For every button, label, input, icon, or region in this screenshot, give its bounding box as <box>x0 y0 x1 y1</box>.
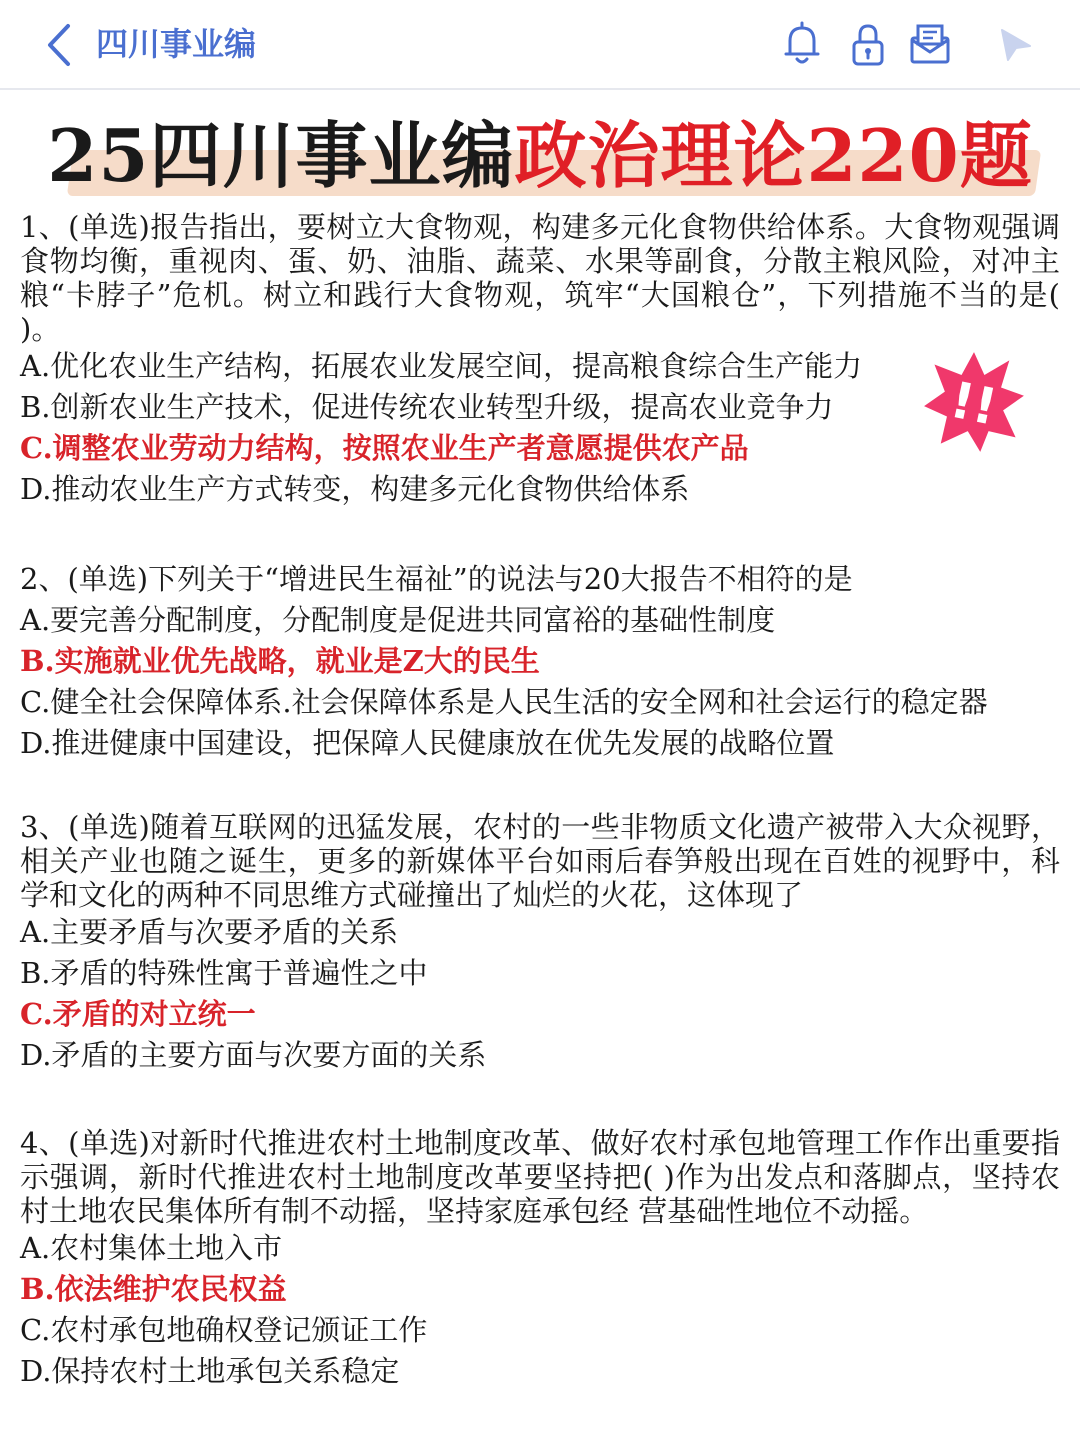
question-stem: 3、(单选)随着互联网的迅猛发展，农村的一些非物质文化遗产被带入大众视野，相关产业也随之诞生，更多的新媒体平台如雨后春笋般出现在百姓的视野中，科学和文化的两种不同思维方式碰撞出了灿烂的火花，这体现了 <box>20 810 1060 912</box>
option-a: A.农村集体土地入市 <box>20 1231 283 1265</box>
back-arrow-icon[interactable] <box>40 22 80 68</box>
bell-icon[interactable] <box>780 20 824 68</box>
option-d: D.矛盾的主要方面与次要方面的关系 <box>20 1038 487 1072</box>
option-a: A.要完善分配制度，分配制度是促进共同富裕的基础性制度 <box>20 603 776 637</box>
option-d: D.保持农村土地承包关系稳定 <box>20 1354 400 1388</box>
document-title <box>0 108 1080 204</box>
question-3 <box>20 810 1060 1076</box>
option-c: C.农村承包地确权登记颁证工作 <box>20 1313 428 1347</box>
option-a: A.主要矛盾与次要矛盾的关系 <box>20 915 399 949</box>
option-d: D.推动农业生产方式转变，构建多元化食物供给体系 <box>20 472 690 506</box>
option-d: D.推进健康中国建设，把保障人民健康放在优先发展的战略位置 <box>20 726 835 760</box>
option-a: A.优化农业生产结构，拓展农业发展空间，提高粮食综合生产能力 <box>20 349 863 383</box>
question-4 <box>20 1126 1060 1392</box>
mail-icon[interactable] <box>908 20 952 68</box>
option-b: B.矛盾的特殊性寓于普遍性之中 <box>20 956 428 990</box>
option-c: C.健全社会保障体系.社会保障体系是人民生活的安全网和社会运行的稳定器 <box>20 685 988 719</box>
svg-text:!!: !! <box>945 370 1002 437</box>
question-2 <box>20 558 1060 764</box>
title-red-part: 政治理论220题 <box>514 113 1033 198</box>
question-stem: 4、(单选)对新时代推进农村土地制度改革、做好农村承包地管理工作作出重要指示强调，新时代推进农村土地制度改革要坚持把( )作为出发点和落脚点，坚持农村土地农民集体所有制不动摇，坚持家庭承包经 营基础性地位不动摇。 <box>20 1126 1060 1228</box>
option-c-answer: C.调整农业劳动力结构，按照农业生产者意愿提供农产品 <box>20 431 749 465</box>
question-stem: 2、(单选)下列关于“增进民生福祉”的说法与20大报告不相符的是 <box>20 562 853 596</box>
option-b-answer: B.依法维护农民权益 <box>20 1272 287 1306</box>
title-black-part: 25四川事业编 <box>47 113 515 198</box>
option-b-answer: B.实施就业优先战略，就业是Z大的民生 <box>20 644 540 678</box>
question-stem: 1、(单选)报告指出，要树立大食物观，构建多元化食物供给体系。大食物观强调食物均衡，重视肉、蛋、奶、油脂、蔬菜、水果等副食，分散主粮风险，对冲主粮“卡脖子”危机。树立和践行大食物观，筑牢“大国粮仓”，下列措施不当的是( )。 <box>20 210 1060 346</box>
question-1 <box>20 210 1060 510</box>
page-title: 四川事业编 <box>96 25 257 63</box>
lock-icon[interactable] <box>846 20 890 68</box>
option-c-answer: C.矛盾的对立统一 <box>20 997 256 1031</box>
option-b: B.创新农业生产技术，促进传统农业转型升级，提高农业竞争力 <box>20 390 834 424</box>
send-icon[interactable] <box>996 20 1040 68</box>
top-bar <box>0 0 1080 90</box>
